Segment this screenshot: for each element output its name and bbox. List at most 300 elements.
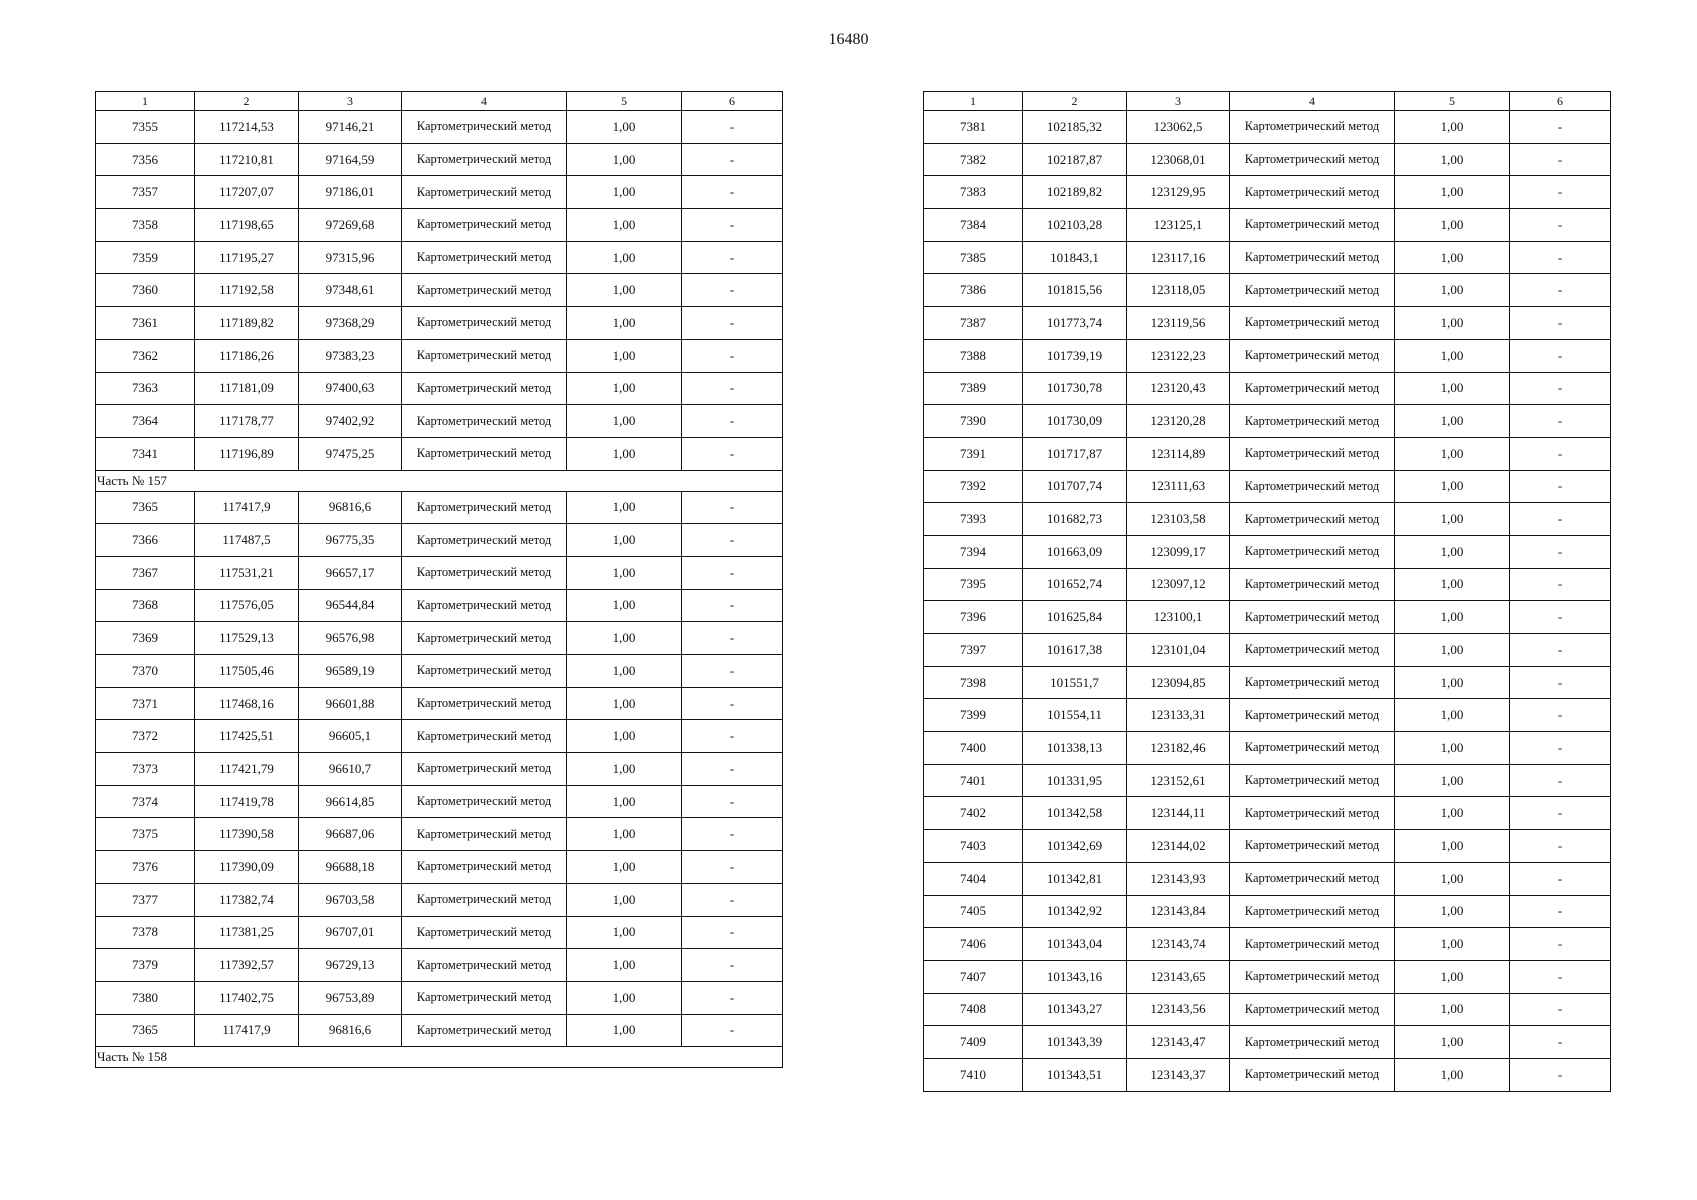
description-cell: - [1510, 209, 1611, 242]
accuracy-cell: 1,00 [567, 981, 682, 1014]
x-coordinate-cell: 101331,95 [1023, 764, 1127, 797]
column-header: 4 [402, 92, 567, 111]
description-cell: - [682, 687, 783, 720]
table-row [96, 655, 783, 688]
point-number-cell: 7380 [96, 981, 195, 1014]
y-coordinate-cell: 96614,85 [299, 785, 402, 818]
point-number-cell: 7398 [924, 666, 1023, 699]
accuracy-cell: 1,00 [567, 524, 682, 557]
point-number-cell: 7376 [96, 851, 195, 884]
x-coordinate-cell: 117210,81 [195, 143, 299, 176]
x-coordinate-cell: 117505,46 [195, 655, 299, 688]
description-cell: - [1510, 764, 1611, 797]
x-coordinate-cell: 101730,09 [1023, 405, 1127, 438]
accuracy-cell: 1,00 [567, 753, 682, 786]
accuracy-cell: 1,00 [567, 241, 682, 274]
x-coordinate-cell: 101663,09 [1023, 535, 1127, 568]
y-coordinate-cell: 123143,56 [1127, 993, 1230, 1026]
table-row [924, 1058, 1611, 1091]
table-row [96, 491, 783, 524]
table-row [924, 307, 1611, 340]
method-cell: Картометрический метод [1230, 862, 1395, 895]
table-row [96, 851, 783, 884]
point-number-cell: 7405 [924, 895, 1023, 928]
accuracy-cell: 1,00 [1395, 111, 1510, 144]
y-coordinate-cell: 123097,12 [1127, 568, 1230, 601]
description-cell: - [1510, 568, 1611, 601]
point-number-cell: 7362 [96, 339, 195, 372]
point-number-cell: 7407 [924, 960, 1023, 993]
method-cell: Картометрический метод [1230, 830, 1395, 863]
description-cell: - [682, 307, 783, 340]
x-coordinate-cell: 101343,51 [1023, 1058, 1127, 1091]
table-row [924, 895, 1611, 928]
accuracy-cell: 1,00 [567, 949, 682, 982]
accuracy-cell: 1,00 [1395, 764, 1510, 797]
y-coordinate-cell: 123120,28 [1127, 405, 1230, 438]
y-coordinate-cell: 96729,13 [299, 949, 402, 982]
table-row [924, 535, 1611, 568]
method-cell: Картометрический метод [1230, 666, 1395, 699]
x-coordinate-cell: 117417,9 [195, 1014, 299, 1047]
table-row [96, 981, 783, 1014]
y-coordinate-cell: 123068,01 [1127, 143, 1230, 176]
y-coordinate-cell: 123143,84 [1127, 895, 1230, 928]
y-coordinate-cell: 123143,65 [1127, 960, 1230, 993]
accuracy-cell: 1,00 [1395, 634, 1510, 667]
x-coordinate-cell: 117531,21 [195, 556, 299, 589]
point-number-cell: 7389 [924, 372, 1023, 405]
method-cell: Картометрический метод [402, 143, 567, 176]
table-row [96, 372, 783, 405]
accuracy-cell: 1,00 [1395, 601, 1510, 634]
method-cell: Картометрический метод [1230, 601, 1395, 634]
method-cell: Картометрический метод [1230, 241, 1395, 274]
point-number-cell: 7384 [924, 209, 1023, 242]
description-cell: - [682, 339, 783, 372]
y-coordinate-cell: 123122,23 [1127, 339, 1230, 372]
y-coordinate-cell: 123101,04 [1127, 634, 1230, 667]
method-cell: Картометрический метод [402, 851, 567, 884]
x-coordinate-cell: 117390,58 [195, 818, 299, 851]
y-coordinate-cell: 123182,46 [1127, 732, 1230, 765]
point-number-cell: 7403 [924, 830, 1023, 863]
x-coordinate-cell: 101342,92 [1023, 895, 1127, 928]
method-cell: Картометрический метод [1230, 1058, 1395, 1091]
y-coordinate-cell: 123152,61 [1127, 764, 1230, 797]
point-number-cell: 7402 [924, 797, 1023, 830]
accuracy-cell: 1,00 [1395, 699, 1510, 732]
column-header: 4 [1230, 92, 1395, 111]
point-number-cell: 7365 [96, 491, 195, 524]
description-cell: - [1510, 274, 1611, 307]
accuracy-cell: 1,00 [567, 785, 682, 818]
y-coordinate-cell: 97186,01 [299, 176, 402, 209]
y-coordinate-cell: 123133,31 [1127, 699, 1230, 732]
description-cell: - [682, 655, 783, 688]
method-cell: Картометрический метод [402, 785, 567, 818]
point-number-cell: 7379 [96, 949, 195, 982]
table-row [924, 503, 1611, 536]
y-coordinate-cell: 123119,56 [1127, 307, 1230, 340]
y-coordinate-cell: 123125,1 [1127, 209, 1230, 242]
method-cell: Картометрический метод [1230, 470, 1395, 503]
description-cell: - [682, 883, 783, 916]
description-cell: - [1510, 797, 1611, 830]
table-row [924, 732, 1611, 765]
description-cell: - [1510, 339, 1611, 372]
y-coordinate-cell: 123103,58 [1127, 503, 1230, 536]
y-coordinate-cell: 96576,98 [299, 622, 402, 655]
point-number-cell: 7404 [924, 862, 1023, 895]
y-coordinate-cell: 96610,7 [299, 753, 402, 786]
table-row [96, 818, 783, 851]
column-header: 6 [682, 92, 783, 111]
method-cell: Картометрический метод [402, 339, 567, 372]
method-cell: Картометрический метод [1230, 503, 1395, 536]
description-cell: - [1510, 732, 1611, 765]
method-cell: Картометрический метод [1230, 176, 1395, 209]
point-number-cell: 7395 [924, 568, 1023, 601]
point-number-cell: 7387 [924, 307, 1023, 340]
table-row [96, 916, 783, 949]
x-coordinate-cell: 117390,09 [195, 851, 299, 884]
table-row [924, 699, 1611, 732]
x-coordinate-cell: 117195,27 [195, 241, 299, 274]
table-row [924, 764, 1611, 797]
description-cell: - [1510, 405, 1611, 438]
description-cell: - [682, 916, 783, 949]
accuracy-cell: 1,00 [567, 556, 682, 589]
x-coordinate-cell: 102187,87 [1023, 143, 1127, 176]
column-header: 3 [1127, 92, 1230, 111]
point-number-cell: 7409 [924, 1026, 1023, 1059]
y-coordinate-cell: 96589,19 [299, 655, 402, 688]
point-number-cell: 7393 [924, 503, 1023, 536]
accuracy-cell: 1,00 [1395, 895, 1510, 928]
x-coordinate-cell: 117419,78 [195, 785, 299, 818]
table-row [96, 307, 783, 340]
point-number-cell: 7391 [924, 437, 1023, 470]
point-number-cell: 7373 [96, 753, 195, 786]
accuracy-cell: 1,00 [1395, 176, 1510, 209]
x-coordinate-cell: 101625,84 [1023, 601, 1127, 634]
method-cell: Картометрический метод [1230, 928, 1395, 961]
description-cell: - [682, 437, 783, 470]
description-cell: - [682, 785, 783, 818]
table-row [96, 785, 783, 818]
x-coordinate-cell: 117382,74 [195, 883, 299, 916]
x-coordinate-cell: 101682,73 [1023, 503, 1127, 536]
table-row [96, 111, 783, 144]
method-cell: Картометрический метод [1230, 568, 1395, 601]
x-coordinate-cell: 101815,56 [1023, 274, 1127, 307]
y-coordinate-cell: 97348,61 [299, 274, 402, 307]
accuracy-cell: 1,00 [567, 720, 682, 753]
table-row [924, 568, 1611, 601]
point-number-cell: 7375 [96, 818, 195, 851]
accuracy-cell: 1,00 [1395, 405, 1510, 438]
method-cell: Картометрический метод [1230, 209, 1395, 242]
x-coordinate-cell: 117214,53 [195, 111, 299, 144]
y-coordinate-cell: 123100,1 [1127, 601, 1230, 634]
accuracy-cell: 1,00 [567, 111, 682, 144]
table-row [924, 339, 1611, 372]
accuracy-cell: 1,00 [567, 622, 682, 655]
method-cell: Картометрический метод [1230, 699, 1395, 732]
accuracy-cell: 1,00 [1395, 307, 1510, 340]
x-coordinate-cell: 117402,75 [195, 981, 299, 1014]
description-cell: - [1510, 535, 1611, 568]
x-coordinate-cell: 117178,77 [195, 405, 299, 438]
y-coordinate-cell: 123094,85 [1127, 666, 1230, 699]
y-coordinate-cell: 123111,63 [1127, 470, 1230, 503]
x-coordinate-cell: 101843,1 [1023, 241, 1127, 274]
section-row [96, 470, 783, 491]
method-cell: Картометрический метод [1230, 274, 1395, 307]
x-coordinate-cell: 117487,5 [195, 524, 299, 557]
accuracy-cell: 1,00 [1395, 732, 1510, 765]
table-row [96, 949, 783, 982]
point-number-cell: 7363 [96, 372, 195, 405]
section-label: Часть № 158 [96, 1047, 783, 1068]
method-cell: Картометрический метод [402, 720, 567, 753]
description-cell: - [1510, 307, 1611, 340]
table-row [924, 176, 1611, 209]
x-coordinate-cell: 101739,19 [1023, 339, 1127, 372]
description-cell: - [1510, 176, 1611, 209]
y-coordinate-cell: 96605,1 [299, 720, 402, 753]
table-row [924, 209, 1611, 242]
table-row [924, 634, 1611, 667]
x-coordinate-cell: 101652,74 [1023, 568, 1127, 601]
x-coordinate-cell: 117189,82 [195, 307, 299, 340]
method-cell: Картометрический метод [1230, 143, 1395, 176]
x-coordinate-cell: 117417,9 [195, 491, 299, 524]
method-cell: Картометрический метод [402, 916, 567, 949]
coordinates-table-right [923, 91, 1611, 1092]
y-coordinate-cell: 123114,89 [1127, 437, 1230, 470]
table-row [924, 437, 1611, 470]
header-row [924, 92, 1611, 111]
point-number-cell: 7390 [924, 405, 1023, 438]
accuracy-cell: 1,00 [567, 655, 682, 688]
description-cell: - [682, 143, 783, 176]
point-number-cell: 7357 [96, 176, 195, 209]
table-row [96, 274, 783, 307]
method-cell: Картометрический метод [402, 176, 567, 209]
accuracy-cell: 1,00 [1395, 143, 1510, 176]
method-cell: Картометрический метод [402, 883, 567, 916]
point-number-cell: 7394 [924, 535, 1023, 568]
accuracy-cell: 1,00 [1395, 470, 1510, 503]
method-cell: Картометрический метод [1230, 111, 1395, 144]
accuracy-cell: 1,00 [1395, 960, 1510, 993]
column-header: 3 [299, 92, 402, 111]
description-cell: - [1510, 143, 1611, 176]
description-cell: - [682, 176, 783, 209]
accuracy-cell: 1,00 [567, 372, 682, 405]
method-cell: Картометрический метод [1230, 1026, 1395, 1059]
method-cell: Картометрический метод [402, 241, 567, 274]
description-cell: - [682, 622, 783, 655]
description-cell: - [682, 111, 783, 144]
table-row [96, 405, 783, 438]
point-number-cell: 7368 [96, 589, 195, 622]
y-coordinate-cell: 123118,05 [1127, 274, 1230, 307]
x-coordinate-cell: 117198,65 [195, 209, 299, 242]
column-header: 2 [195, 92, 299, 111]
point-number-cell: 7366 [96, 524, 195, 557]
point-number-cell: 7341 [96, 437, 195, 470]
point-number-cell: 7372 [96, 720, 195, 753]
y-coordinate-cell: 96707,01 [299, 916, 402, 949]
y-coordinate-cell: 96816,6 [299, 1014, 402, 1047]
x-coordinate-cell: 117468,16 [195, 687, 299, 720]
y-coordinate-cell: 97164,59 [299, 143, 402, 176]
method-cell: Картометрический метод [402, 589, 567, 622]
table-row [96, 209, 783, 242]
y-coordinate-cell: 97383,23 [299, 339, 402, 372]
description-cell: - [1510, 111, 1611, 144]
accuracy-cell: 1,00 [567, 818, 682, 851]
x-coordinate-cell: 117196,89 [195, 437, 299, 470]
table-row [96, 753, 783, 786]
x-coordinate-cell: 102103,28 [1023, 209, 1127, 242]
x-coordinate-cell: 101343,04 [1023, 928, 1127, 961]
method-cell: Картометрический метод [402, 437, 567, 470]
description-cell: - [682, 949, 783, 982]
accuracy-cell: 1,00 [567, 405, 682, 438]
accuracy-cell: 1,00 [567, 339, 682, 372]
point-number-cell: 7382 [924, 143, 1023, 176]
method-cell: Картометрический метод [402, 818, 567, 851]
accuracy-cell: 1,00 [567, 143, 682, 176]
table-row [96, 883, 783, 916]
table-row [96, 687, 783, 720]
x-coordinate-cell: 101343,27 [1023, 993, 1127, 1026]
x-coordinate-cell: 101343,16 [1023, 960, 1127, 993]
y-coordinate-cell: 123144,11 [1127, 797, 1230, 830]
method-cell: Картометрический метод [402, 949, 567, 982]
description-cell: - [1510, 862, 1611, 895]
y-coordinate-cell: 123120,43 [1127, 372, 1230, 405]
table-row [924, 862, 1611, 895]
point-number-cell: 7360 [96, 274, 195, 307]
y-coordinate-cell: 123143,37 [1127, 1058, 1230, 1091]
description-cell: - [682, 851, 783, 884]
description-cell: - [1510, 601, 1611, 634]
description-cell: - [1510, 241, 1611, 274]
table-row [924, 470, 1611, 503]
description-cell: - [1510, 634, 1611, 667]
method-cell: Картометрический метод [402, 687, 567, 720]
description-cell: - [1510, 666, 1611, 699]
description-cell: - [682, 524, 783, 557]
point-number-cell: 7355 [96, 111, 195, 144]
point-number-cell: 7371 [96, 687, 195, 720]
table-row [96, 524, 783, 557]
method-cell: Картометрический метод [402, 491, 567, 524]
section-row [96, 1047, 783, 1068]
y-coordinate-cell: 96703,58 [299, 883, 402, 916]
y-coordinate-cell: 123062,5 [1127, 111, 1230, 144]
y-coordinate-cell: 97368,29 [299, 307, 402, 340]
method-cell: Картометрический метод [1230, 437, 1395, 470]
table-row [96, 241, 783, 274]
description-cell: - [682, 1014, 783, 1047]
description-cell: - [682, 209, 783, 242]
accuracy-cell: 1,00 [1395, 372, 1510, 405]
accuracy-cell: 1,00 [567, 437, 682, 470]
description-cell: - [682, 589, 783, 622]
accuracy-cell: 1,00 [1395, 503, 1510, 536]
description-cell: - [1510, 928, 1611, 961]
description-cell: - [682, 372, 783, 405]
x-coordinate-cell: 101617,38 [1023, 634, 1127, 667]
point-number-cell: 7397 [924, 634, 1023, 667]
x-coordinate-cell: 101554,11 [1023, 699, 1127, 732]
accuracy-cell: 1,00 [567, 883, 682, 916]
table-row [924, 111, 1611, 144]
point-number-cell: 7386 [924, 274, 1023, 307]
table-row [96, 176, 783, 209]
accuracy-cell: 1,00 [1395, 535, 1510, 568]
y-coordinate-cell: 96601,88 [299, 687, 402, 720]
method-cell: Картометрический метод [402, 209, 567, 242]
coordinates-table-left [95, 91, 783, 1068]
column-header: 1 [96, 92, 195, 111]
description-cell: - [1510, 830, 1611, 863]
accuracy-cell: 1,00 [567, 491, 682, 524]
table-row [924, 143, 1611, 176]
method-cell: Картометрический метод [402, 655, 567, 688]
point-number-cell: 7381 [924, 111, 1023, 144]
y-coordinate-cell: 96753,89 [299, 981, 402, 1014]
point-number-cell: 7406 [924, 928, 1023, 961]
description-cell: - [1510, 895, 1611, 928]
y-coordinate-cell: 123144,02 [1127, 830, 1230, 863]
description-cell: - [682, 981, 783, 1014]
header-row [96, 92, 783, 111]
description-cell: - [682, 818, 783, 851]
column-header: 2 [1023, 92, 1127, 111]
accuracy-cell: 1,00 [567, 589, 682, 622]
description-cell: - [682, 556, 783, 589]
y-coordinate-cell: 123129,95 [1127, 176, 1230, 209]
accuracy-cell: 1,00 [1395, 862, 1510, 895]
accuracy-cell: 1,00 [1395, 666, 1510, 699]
y-coordinate-cell: 97146,21 [299, 111, 402, 144]
point-number-cell: 7374 [96, 785, 195, 818]
method-cell: Картометрический метод [1230, 339, 1395, 372]
description-cell: - [682, 491, 783, 524]
accuracy-cell: 1,00 [1395, 993, 1510, 1026]
y-coordinate-cell: 97315,96 [299, 241, 402, 274]
x-coordinate-cell: 101342,81 [1023, 862, 1127, 895]
table-row [96, 720, 783, 753]
x-coordinate-cell: 117181,09 [195, 372, 299, 405]
point-number-cell: 7370 [96, 655, 195, 688]
point-number-cell: 7401 [924, 764, 1023, 797]
y-coordinate-cell: 96687,06 [299, 818, 402, 851]
section-label: Часть № 157 [96, 470, 783, 491]
table-row [96, 143, 783, 176]
accuracy-cell: 1,00 [567, 176, 682, 209]
method-cell: Картометрический метод [1230, 993, 1395, 1026]
accuracy-cell: 1,00 [1395, 830, 1510, 863]
x-coordinate-cell: 117207,07 [195, 176, 299, 209]
